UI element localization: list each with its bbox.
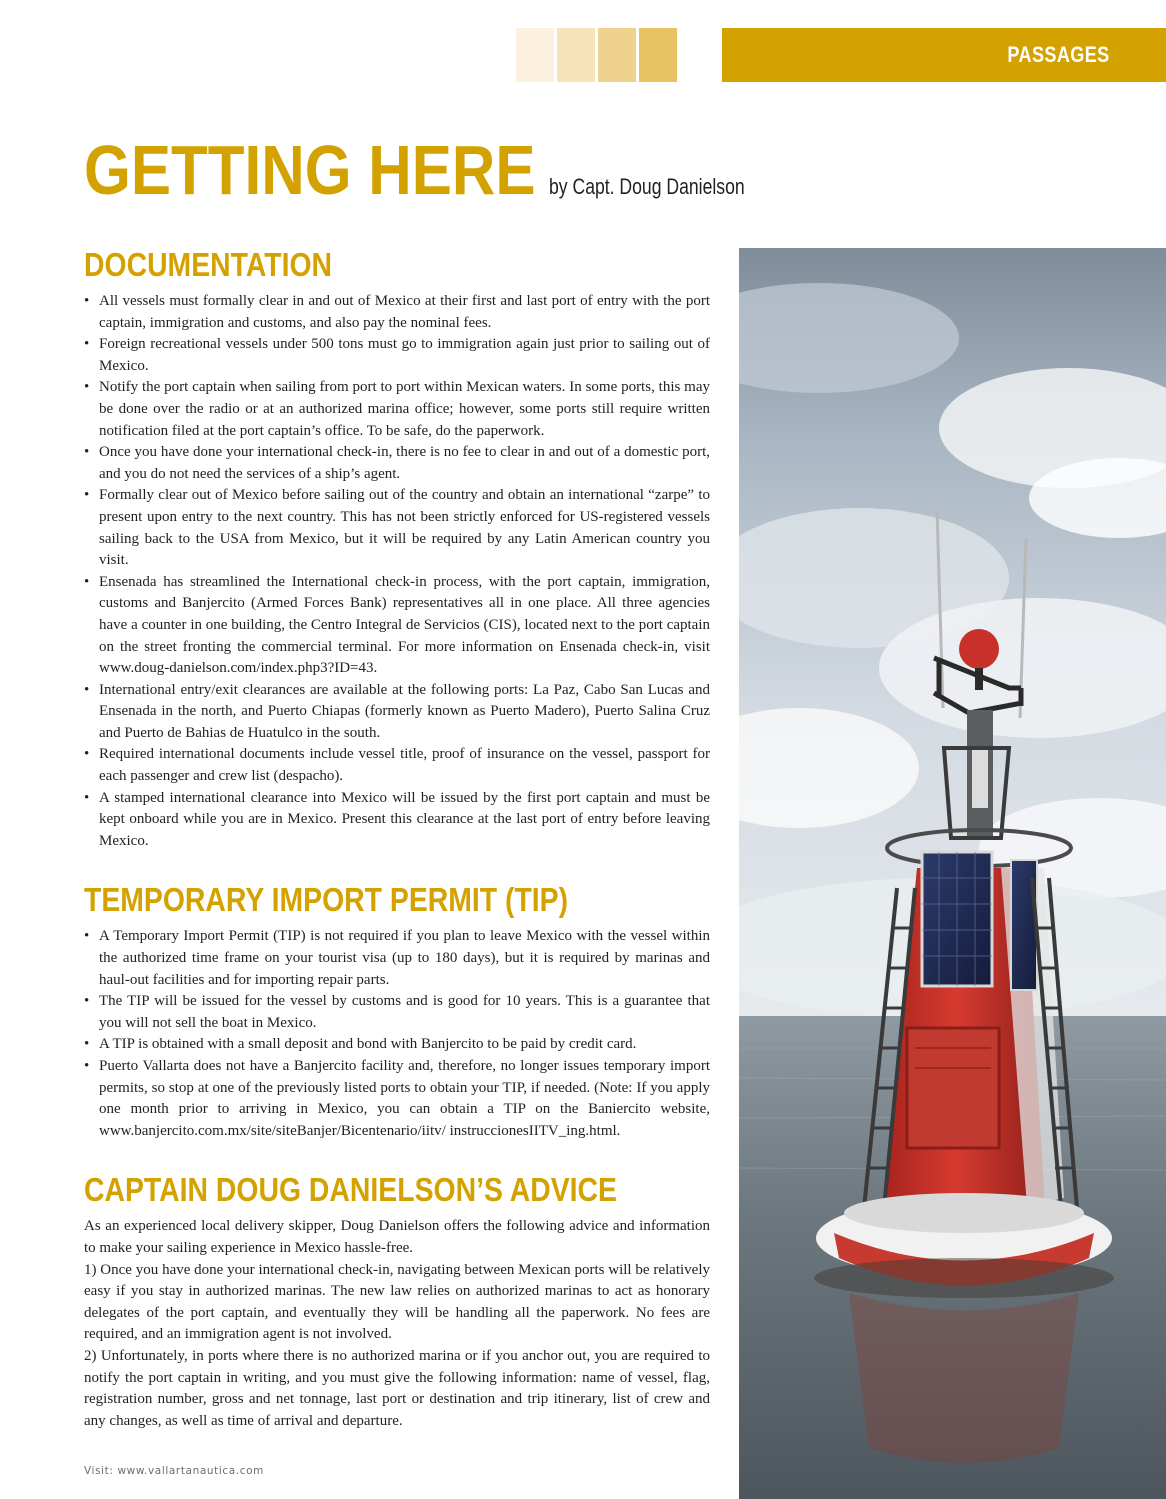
advice-heading: CAPTAIN DOUG DANIELSON’S ADVICE	[84, 1171, 617, 1209]
list-item: • Once you have done your international check-in, there is no fee to clear in and out of a domestic port, and you do not need the services of a ship’s agent.	[84, 442, 710, 485]
list-item: • The TIP will be issued for the vessel by customs and is good for 10 years. This is a guarantee that you will not sell the boat in Mexico.	[84, 991, 710, 1034]
header-color-strip	[516, 28, 680, 82]
list-item: • All vessels must formally clear in and out of Mexico at their first and last port of entry with the port captain, immigration and customs, and also pay the nominal fees.	[84, 291, 710, 334]
tip-list	[84, 926, 710, 1142]
header-swatch-2	[557, 28, 595, 82]
list-item: • Formally clear out of Mexico before sailing out of the country and obtain an international “zarpe” to present upon entry to the next country. This has not been strictly enforced for US-registered vessels sailing back to the USA from Mexico, but it will be required by any Latin American country you visit.	[84, 485, 710, 571]
list-item: • Required international documents include vessel title, proof of insurance on the vessel, passport for each passenger and crew list (despacho).	[84, 744, 710, 787]
header-swatch-1	[516, 28, 554, 82]
article-byline: by Capt. Doug Danielson	[549, 174, 745, 199]
title-row	[84, 130, 794, 210]
list-item: • Ensenada has streamlined the International check-in process, with the port captain, immigration, customs and Banjercito (Armed Forces Bank) representatives all in one place. All three agencies have a counter in one building, the Centro Integral de Servicios (CIS), located next to the port captain on the street fronting the commercial terminal. For more information on Ensenada check-in, visit www.doug-danielson.com/index.php3?ID=43.	[84, 572, 710, 680]
header-swatch-4	[639, 28, 677, 82]
tip-section	[84, 878, 710, 1142]
header-swatch-3	[598, 28, 636, 82]
list-item: • Foreign recreational vessels under 500 tons must go to immigration again just prior to sailing out of Mexico.	[84, 334, 710, 377]
advice-paragraph: As an experienced local delivery skipper, Doug Danielson offers the following advice and information to make your sailing experience in Mexico hassle-free.	[84, 1218, 710, 1256]
article-body	[84, 243, 710, 1458]
list-item: • A stamped international clearance into Mexico will be issued by the first port captain and must be kept onboard while you are in Mexico. Present this clearance at the last port of entry before leaving Mexico.	[84, 788, 710, 853]
list-item: • A Temporary Import Permit (TIP) is not required if you plan to leave Mexico with the vessel within the authorized time frame on your tourist visa (up to 180 days), but it is required by marinas and haul-out facilities and for importing repair parts.	[84, 926, 710, 991]
list-item: • Notify the port captain when sailing from port to port within Mexican waters. In some ports, this may be done over the radio or at an authorized marina office; however, some ports still require written notification filed at the port captain’s office. To be safe, do the paperwork.	[84, 377, 710, 442]
article-title: GETTING HERE	[84, 131, 536, 209]
list-item: • International entry/exit clearances are available at the following ports: La Paz, Cabo San Lucas and Ensenada in the north, and Puerto Chiapas (formerly known as Puerto Madero), Puerto Salina Cruz and Puerto de Bahias de Huatulco in the south.	[84, 680, 710, 745]
advice-section	[84, 1168, 710, 1432]
section-label: PASSAGES	[1007, 42, 1110, 67]
footer-text: Visit: www.vallartanautica.com	[84, 1465, 264, 1477]
buoy-photo	[739, 248, 1166, 1499]
advice-paragraph: 2) Unfortunately, in ports where there is no authorized marina or if you anchor out, you are required to notify the port captain in writing, and you must give the following information: name of vessel, flag, registration number, gross and net tonnage, last port or destination and trip itinerary, list of crew and any changes, as well as time of arrival and departure.	[84, 1347, 710, 1429]
documentation-heading: DOCUMENTATION	[84, 246, 333, 283]
list-item: • Puerto Vallarta does not have a Banjercito facility and, therefore, no longer issues temporary import permits, so stop at one of the previously listed ports to obtain your TIP, if needed. (Note: If you apply one month prior to arriving in Mexico, you can obtain a TIP on the Baniercito website, www.banjercito.com.mx/site/siteBanjer/Bicentenario/iitv/ instruccionesIITV_ing.html.	[84, 1056, 710, 1142]
buoy-illustration	[739, 248, 1166, 1499]
list-item: • A TIP is obtained with a small deposit and bond with Banjercito to be paid by credit card.	[84, 1034, 710, 1056]
documentation-section	[84, 243, 710, 852]
documentation-list	[84, 291, 710, 852]
section-header-bar	[722, 28, 1166, 82]
advice-paragraph: 1) Once you have done your international check-in, navigating between Mexican ports will be relatively easy if you stay in authorized marinas. The new law relies on authorized marinas to act as honorary delegates of the port captain, and eventually they will be handling all the paperwork. No fees are required, and an immigration agent is not involved.	[84, 1261, 710, 1343]
tip-heading: TEMPORARY IMPORT PERMIT (TIP)	[84, 881, 569, 919]
